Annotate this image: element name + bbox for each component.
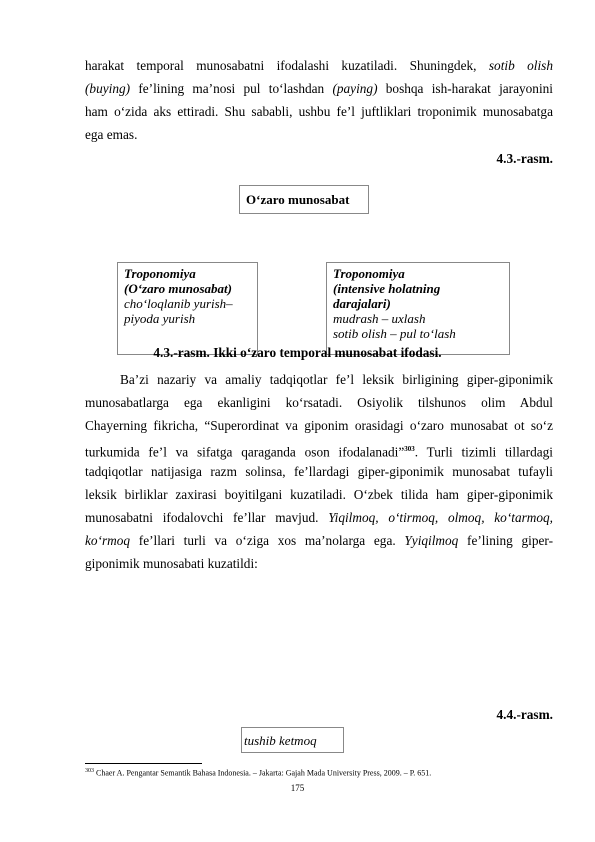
page-number: 175 xyxy=(290,783,305,793)
text-run: turkumida fe’l va sifatga qaraganda oson ifodalanadi” xyxy=(85,444,405,460)
text-run: harakat temporal munosabatni ifodalashi kuzatiladi. Shuningdek, xyxy=(85,58,477,73)
italic-term: sotib olish xyxy=(488,58,554,73)
footnote xyxy=(85,768,431,778)
footnote-number: 303 xyxy=(85,768,94,774)
diagram-left-box xyxy=(117,262,258,355)
right-box-title3: darajalari) xyxy=(333,296,391,311)
top-box-label: O‘zaro munosabat xyxy=(246,192,350,207)
para2-line2 xyxy=(85,392,553,414)
right-box-example1: mudrash – uxlash xyxy=(333,311,426,326)
para1-line1 xyxy=(85,55,553,77)
text-run: munosabatni ifodalovchi fe’llar mavjud. xyxy=(85,510,319,525)
text-run: Ba’zi nazariy va amaliy tadqiqotlar fe’l leksik birligining giper-giponimik xyxy=(120,372,553,387)
diagram-4-4-box xyxy=(241,727,344,753)
para2-line9 xyxy=(85,553,553,575)
text-run: tadqiqotlar natijasiga razm solinsa, fe’llardagi giper-giponimik munosabat tufayli xyxy=(85,464,553,479)
left-box-title2: (O‘zaro munosabat) xyxy=(124,281,232,296)
footnote-ref: 303 xyxy=(404,445,415,453)
para1-line3 xyxy=(85,101,553,123)
text-run: fe’lining ma’nosi pul to‘lashdan xyxy=(138,81,325,96)
text-run: giponimik munosabati kuzatildi: xyxy=(85,556,258,571)
para2-line7 xyxy=(85,507,553,529)
left-box-example2: piyoda yurish xyxy=(124,311,196,326)
italic-term: (buying) xyxy=(85,81,131,96)
diagram-right-box xyxy=(326,262,510,355)
para1-line4 xyxy=(85,124,553,146)
italic-term: Yyiqilmoq xyxy=(404,533,459,548)
para2-line8 xyxy=(85,530,553,552)
right-box-title1: Troponomiya xyxy=(333,266,405,281)
text-run: ham o‘zida aks ettiradi. Shu sababli, ushbu fe’l juftliklari troponimik munosabatga xyxy=(85,104,553,119)
footnote-divider xyxy=(85,763,202,764)
para2-line4 xyxy=(85,438,553,464)
para2-line6 xyxy=(85,484,553,506)
para1-line2 xyxy=(85,78,553,100)
italic-term: Yiqilmoq, o‘tirmoq, olmoq, ko‘tarmoq, xyxy=(328,510,553,525)
text-run: munosabatlarga ega ekanligini ko‘rsatadi. Osiyolik tilshunos olim Abdul xyxy=(85,395,553,410)
para2-line3 xyxy=(85,415,553,437)
footnote-text: Chaer A. Pengantar Semantik Bahasa Indonesia. – Jakarta: Gajah Mada University Press, 2009. – P. 651. xyxy=(96,768,432,778)
para2-line5 xyxy=(85,461,553,483)
text-run: boshqa ish-harakat jarayonini xyxy=(385,81,553,96)
text-run: leksik birliklar zaxirasi boyitilgani kuzatiladi. O‘zbek tilida ham giper-giponimik xyxy=(85,487,553,502)
text-run: . Turli tizimli tillardagi xyxy=(414,444,553,460)
para2-line1 xyxy=(120,369,553,391)
box-4-4-label: tushib ketmoq xyxy=(244,733,317,748)
text-run: Chayerning fikricha, “Superordinat va giponim orasidagi o‘zaro munosabat ot so‘z xyxy=(85,418,553,433)
diagram-top-box xyxy=(239,185,369,214)
italic-term: (paying) xyxy=(332,81,378,96)
text-run: fe’lining giper- xyxy=(467,533,554,548)
italic-term: ko‘rmoq xyxy=(85,533,131,548)
right-box-example2: sotib olish – pul to‘lash xyxy=(333,326,456,341)
figure-caption-4-3: 4.3.-rasm. Ikki o‘zaro temporal munosabat ifodasi. xyxy=(153,345,442,360)
figure-label-4-4: 4.4.-rasm. xyxy=(496,707,553,722)
right-box-title2: (intensive holatning xyxy=(333,281,441,296)
figure-label-4-3: 4.3.-rasm. xyxy=(496,151,553,166)
left-box-example1: cho‘loqlanib yurish– xyxy=(124,296,233,311)
left-box-title1: Troponomiya xyxy=(124,266,196,281)
text-run: ega emas. xyxy=(85,127,138,142)
text-run: fe’llari turli va o‘ziga xos ma’nolarga ega. xyxy=(138,533,396,548)
